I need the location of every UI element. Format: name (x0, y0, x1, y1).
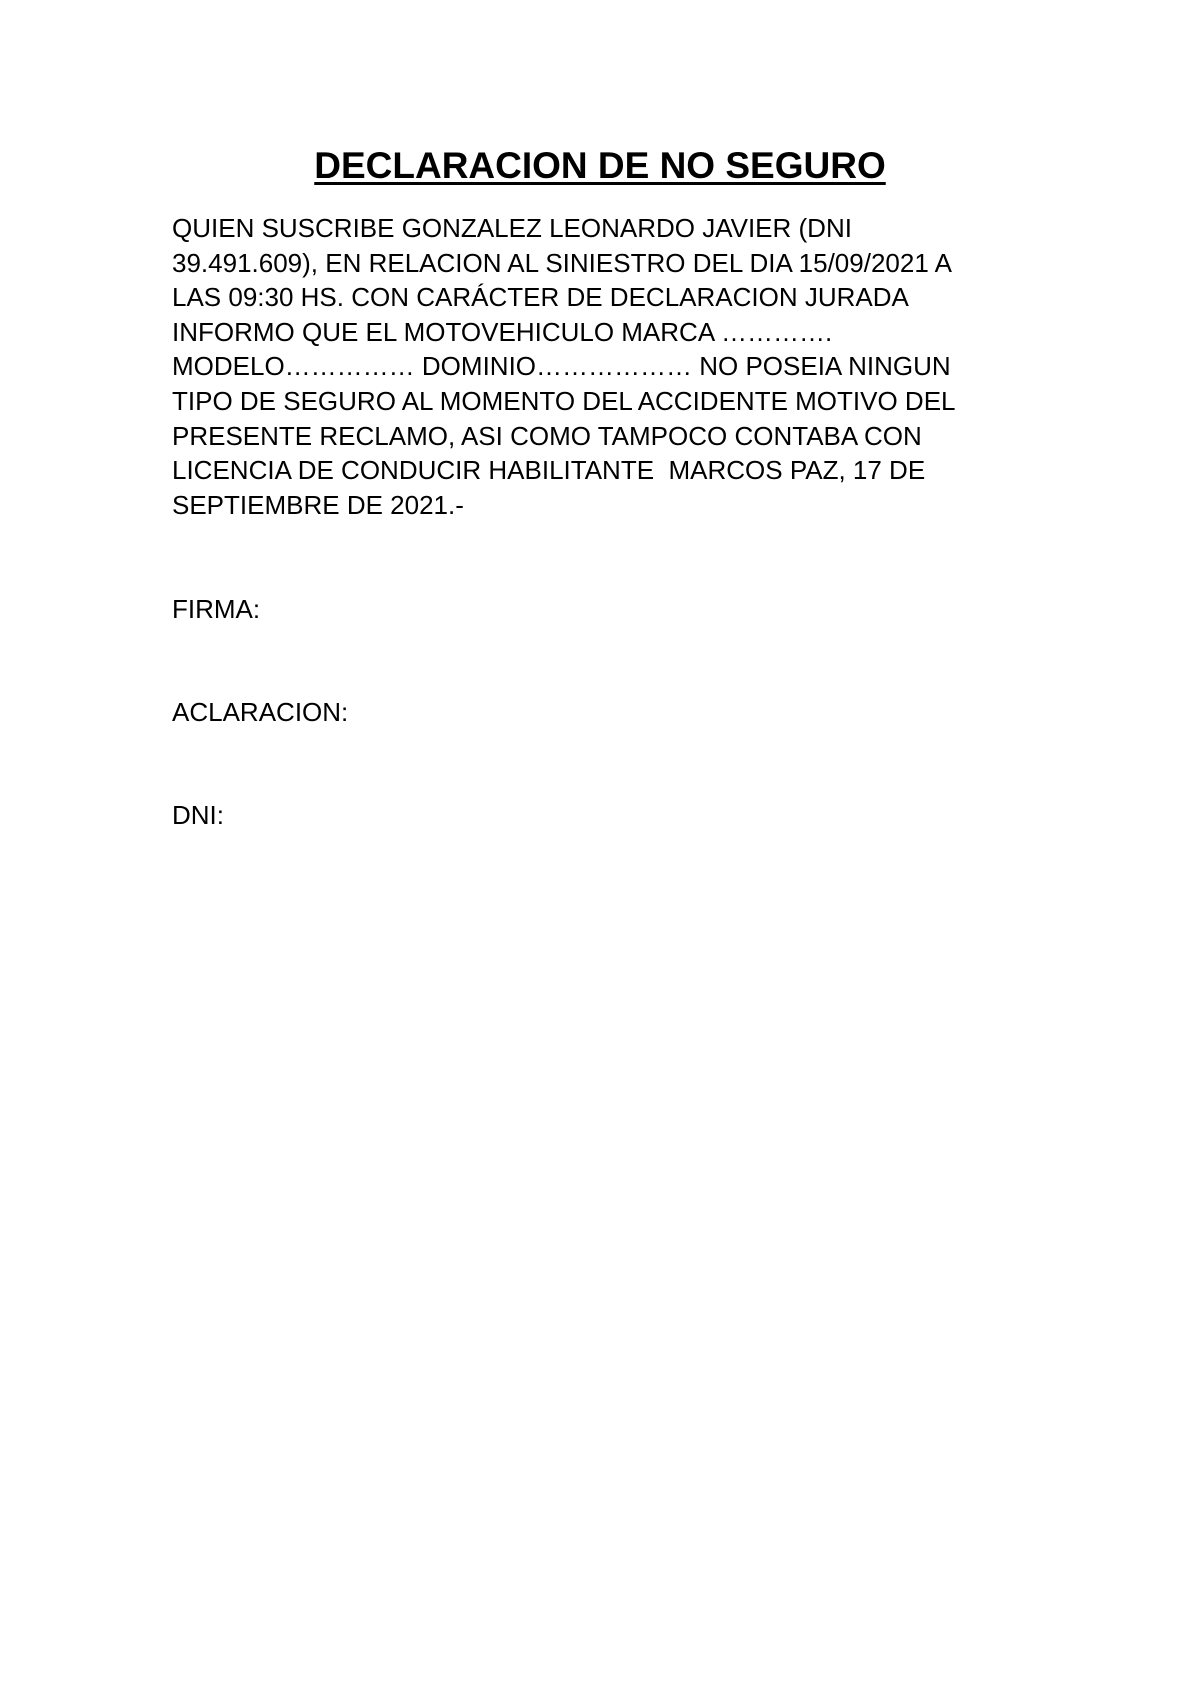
body-line: LAS 09:30 HS. CON CARÁCTER DE DECLARACION JURADA (172, 282, 909, 313)
body-line: SEPTIEMBRE DE 2021.- (172, 489, 464, 520)
declaration-body (172, 211, 1052, 522)
body-line: 39.491.609), EN RELACION AL SINIESTRO DEL DIA 15/09/2021 A (172, 247, 952, 278)
clarification-field-label: ACLARACION: (172, 697, 349, 727)
document-title: DECLARACION DE NO SEGURO (314, 145, 886, 186)
body-line: INFORMO QUE EL MOTOVEHICULO MARCA …………. (172, 316, 833, 347)
body-line: MODELO…………… DOMINIO……………… NO POSEIA NINGUN (172, 351, 951, 382)
body-line: PRESENTE RECLAMO, ASI COMO TAMPOCO CONTABA CON (172, 420, 922, 451)
body-line: TIPO DE SEGURO AL MOMENTO DEL ACCIDENTE MOTIVO DEL (172, 385, 956, 416)
dni-field-label: DNI: (172, 800, 224, 830)
body-line: LICENCIA DE CONDUCIR HABILITANTE MARCOS PAZ, 17 DE (172, 455, 926, 486)
signature-field-label: FIRMA: (172, 594, 261, 624)
body-line: QUIEN SUSCRIBE GONZALEZ LEONARDO JAVIER (DNI (172, 213, 852, 243)
